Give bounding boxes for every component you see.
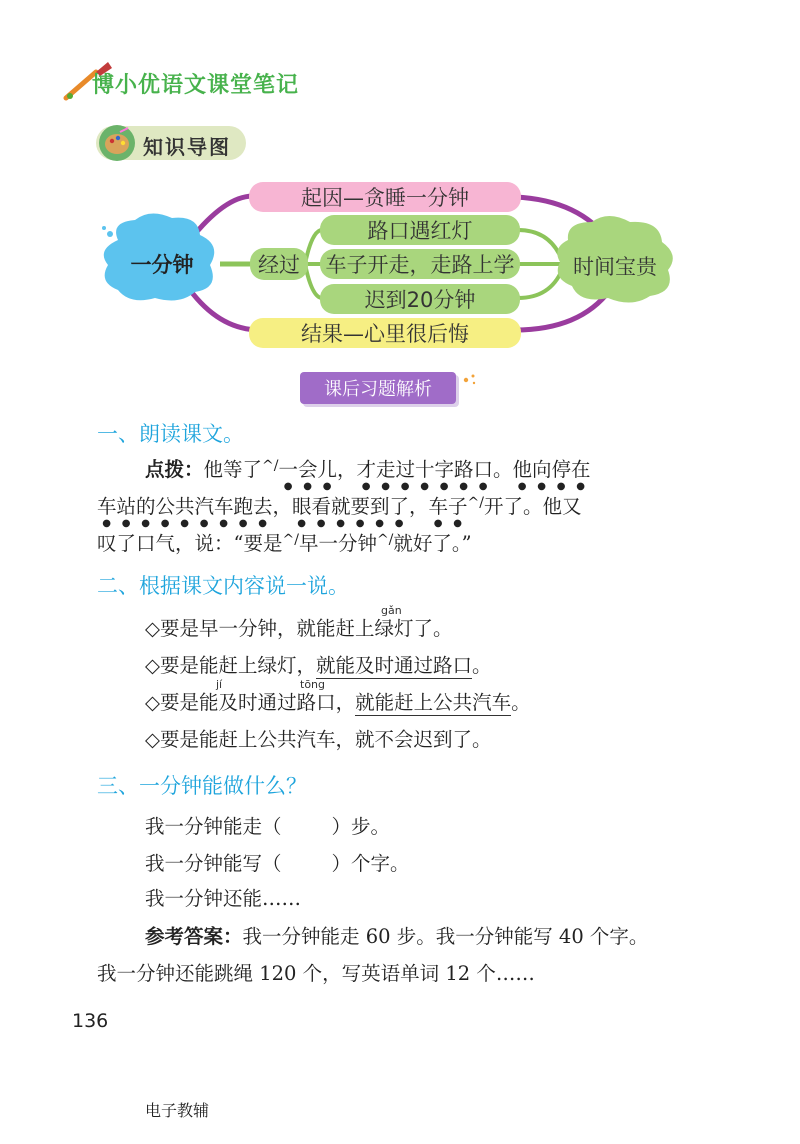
q2-line-1: ◇要是早一分钟，就能赶上绿灯了。	[145, 617, 453, 640]
q2-line-3: ◇要是能及时通过路口，就能赶上公共汽车。	[145, 691, 531, 714]
section-title: 知识导图	[143, 135, 231, 159]
hint-label: 点拨：	[145, 458, 204, 481]
diamond-bullet-icon: ◇	[145, 617, 160, 640]
answer-label: 参考答案：	[145, 925, 243, 948]
pinyin-annotation: jí	[216, 678, 223, 691]
brand-logo	[62, 58, 322, 108]
sparkle-icon	[462, 372, 478, 386]
q2-line-2: ◇要是能赶上绿灯，就能及时通过路口。	[145, 654, 492, 677]
pause-mark: ^/	[282, 532, 299, 548]
footer-text: 电子教辅	[145, 1101, 210, 1120]
step-node: 路口遇红灯	[320, 215, 520, 245]
center-node: 一分钟	[130, 253, 194, 277]
question-1-heading: 一、朗读课文。	[97, 422, 244, 446]
q2-line-4: ◇要是能赶上公共汽车，就不会迟到了。	[145, 728, 492, 751]
q1-line-2: 车站的公共汽车跑去，眼看就要到了，车子^/开了。他又	[97, 495, 582, 518]
q1-line-3: 叹了口气，说：“要是^/早一分钟^/就好了。”	[97, 532, 472, 555]
pause-mark: ^/	[376, 532, 394, 548]
result-node: 结果—心里很后悔	[249, 318, 521, 348]
pinyin-annotation: gǎn	[381, 604, 402, 617]
process-node: 经过	[250, 248, 308, 280]
diamond-bullet-icon: ◇	[145, 691, 160, 714]
q3-line-1: 我一分钟能走（ ）步。	[145, 815, 391, 838]
page-number: 136	[72, 1010, 109, 1032]
pause-mark: ^/	[262, 458, 279, 474]
q1-line-1: 点拨：他等了^/一会儿，才走过十字路口。他向停在	[145, 458, 591, 481]
q3-line-3: 我一分钟还能……	[145, 887, 302, 910]
q3-answer-line-1: 参考答案：我一分钟能走 60 步。我一分钟能写 40 个字。	[145, 925, 649, 948]
mind-map	[0, 170, 800, 370]
palette-icon	[98, 124, 136, 162]
exercise-banner: 课后习题解析	[300, 372, 456, 404]
question-3-heading: 三、一分钟能做什么？	[97, 774, 307, 798]
diamond-bullet-icon: ◇	[145, 654, 160, 677]
cause-node: 起因—贪睡一分钟	[249, 182, 521, 212]
q3-line-2: 我一分钟能写（ ）个字。	[145, 852, 410, 875]
pause-mark: ^/	[467, 495, 484, 511]
q3-answer-line-2: 我一分钟还能跳绳 120 个，写英语单词 12 个……	[97, 962, 535, 985]
question-2-heading: 二、根据课文内容说一说。	[97, 574, 349, 598]
conclusion-node: 时间宝贵	[573, 255, 657, 279]
step-node: 车子开走，走路上学	[320, 249, 520, 279]
diamond-bullet-icon: ◇	[145, 728, 160, 751]
step-node: 迟到20分钟	[320, 284, 520, 314]
pinyin-annotation: tōng	[300, 678, 325, 691]
brand-text: 博小优语文课堂笔记	[92, 73, 300, 98]
